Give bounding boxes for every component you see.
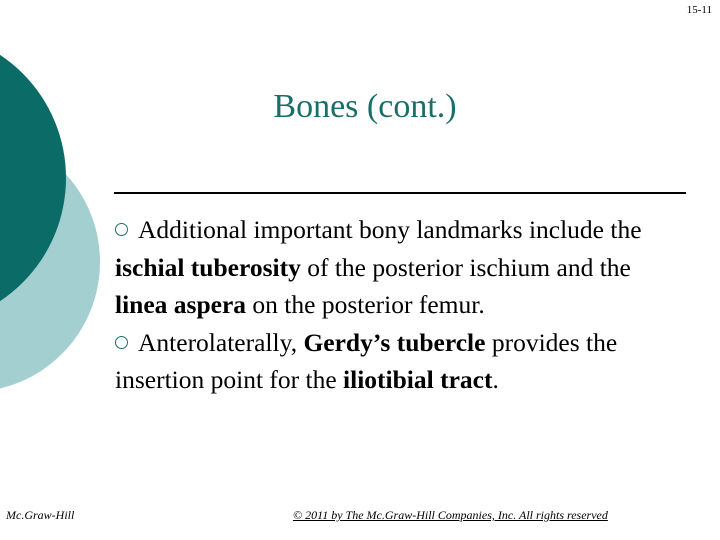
slide-number: 15-11 — [686, 4, 712, 16]
footer-copyright: © 2011 by The Mc.Graw-Hill Companies, Inc. All rights reserved — [293, 508, 608, 522]
bullet-item — [115, 324, 675, 399]
bullet-text: Additional important bony landmarks include the — [138, 215, 642, 244]
bold-term: Gerdy’s tubercle — [303, 327, 486, 357]
title-divider — [114, 192, 686, 194]
bullet-list — [115, 211, 675, 399]
bold-term: linea aspera — [115, 290, 247, 319]
bullet-text: of the posterior ischium and the — [300, 252, 631, 282]
bullet-text: . — [492, 365, 499, 394]
bold-term: ischial tuberosity — [115, 252, 301, 282]
bullet-circle-icon — [115, 336, 128, 349]
bullet-item — [115, 211, 675, 324]
footer-publisher: Mc.Graw-Hill — [6, 508, 75, 522]
bullet-text: provides the insertion point for the — [115, 327, 618, 394]
slide-title: Bones (cont.) — [273, 88, 457, 125]
bullet-text: Anterolaterally, — [138, 327, 304, 357]
bullet-circle-icon — [115, 223, 128, 236]
bullet-text: on the posterior femur. — [246, 290, 485, 319]
bold-term: iliotibial tract — [343, 365, 493, 394]
